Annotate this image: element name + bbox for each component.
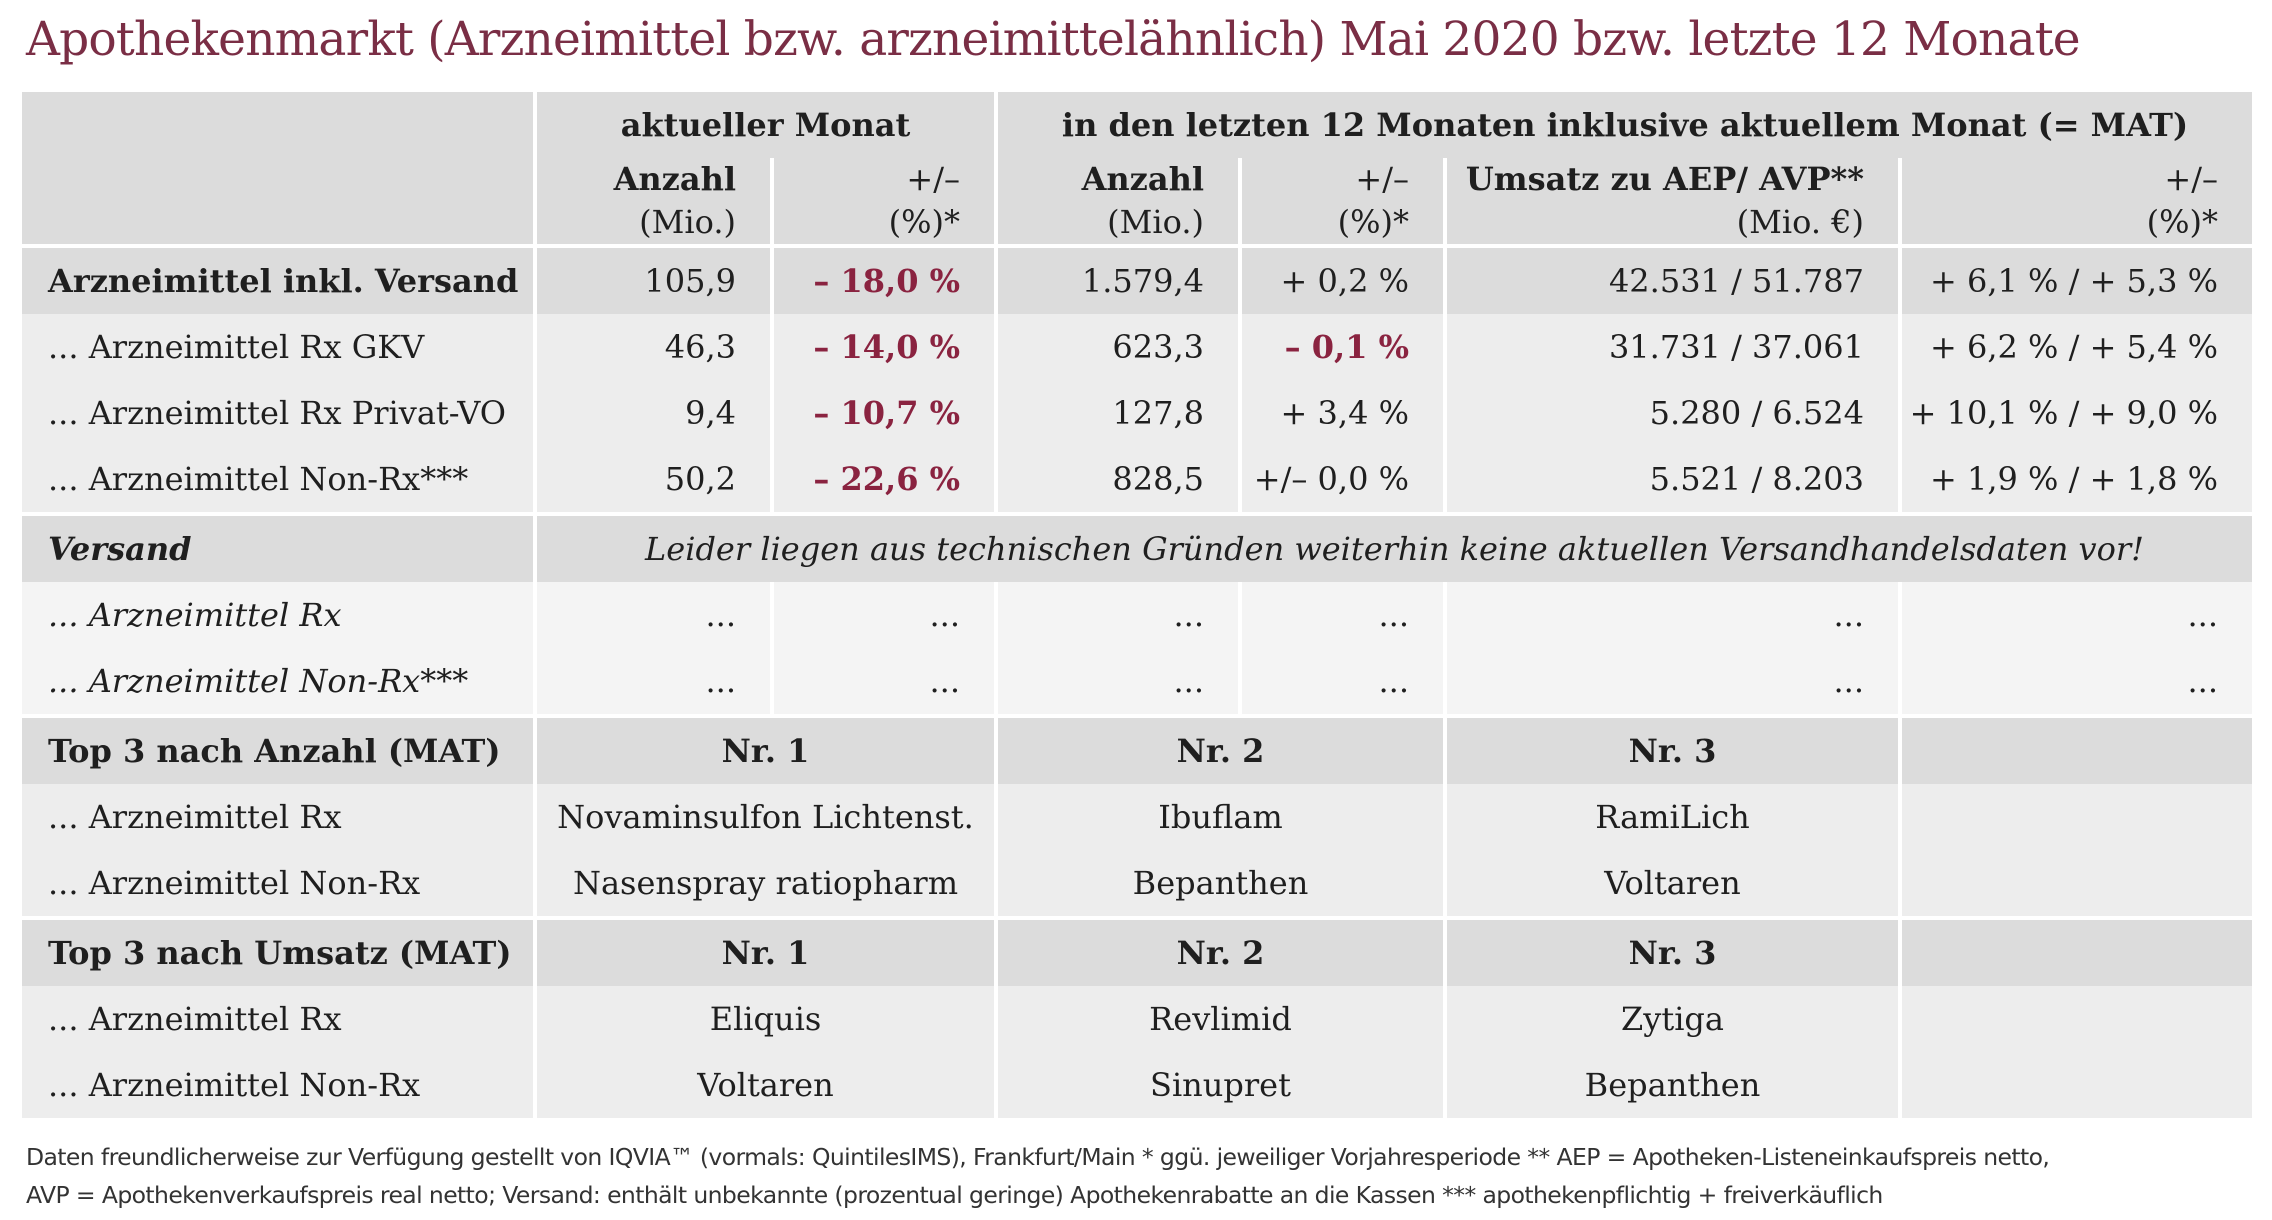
top-umsatz-nr1: Nr. 1	[535, 918, 996, 986]
header-change	[772, 158, 996, 246]
cell-placeholder: ...	[1445, 648, 1900, 716]
cell-placeholder: ...	[1445, 582, 1900, 648]
header-anzahl-label: Anzahl	[613, 160, 736, 198]
empty-cell	[1900, 784, 2252, 850]
cell-placeholder: ...	[772, 582, 996, 648]
cell-change: – 14,0 %	[772, 314, 996, 380]
cell-anzahl-mat: 623,3	[996, 314, 1240, 380]
cell-anzahl: 9,4	[535, 380, 772, 446]
top-umsatz-header-row	[22, 918, 2252, 986]
page-title: Apothekenmarkt (Arzneimittel bzw. arzneimittelähnlich) Mai 2020 bzw. letzte 12 Monate	[26, 12, 2080, 67]
header-anzahl	[535, 158, 772, 246]
header-umsatz	[1445, 158, 1900, 246]
empty-cell	[1900, 1052, 2252, 1118]
top-product: Voltaren	[535, 1052, 996, 1118]
row-label: ... Arzneimittel Rx GKV	[48, 328, 425, 366]
top-product: Bepanthen	[1445, 1052, 1900, 1118]
top-anzahl-header-row	[22, 716, 2252, 784]
table-row	[22, 986, 2252, 1052]
cell-change-umsatz: + 6,1 % / + 5,3 %	[1900, 246, 2252, 314]
cell-placeholder: ...	[996, 582, 1240, 648]
top-product: Zytiga	[1445, 986, 1900, 1052]
top-anzahl-label: Top 3 nach Anzahl (MAT)	[48, 732, 501, 770]
header-anzahl-unit: (Mio.)	[639, 203, 736, 241]
table-row	[22, 1052, 2252, 1118]
cell-umsatz: 31.731 / 37.061	[1445, 314, 1900, 380]
top-product: Revlimid	[996, 986, 1445, 1052]
cell-change-umsatz: + 10,1 % / + 9,0 %	[1900, 380, 2252, 446]
empty-cell	[1900, 716, 2252, 784]
row-label: ... Arzneimittel Non-Rx	[48, 1066, 421, 1104]
row-label: ... Arzneimittel Rx	[48, 1000, 342, 1038]
empty-cell	[1900, 918, 2252, 986]
cell-change-mat: +/– 0,0 %	[1240, 446, 1445, 514]
header-empty-cell	[22, 92, 535, 158]
cell-placeholder: ...	[996, 648, 1240, 716]
row-label: ... Arzneimittel Non-Rx***	[48, 460, 469, 498]
table-row	[22, 314, 2252, 380]
top-anzahl-nr2: Nr. 2	[996, 716, 1445, 784]
top-umsatz-nr2: Nr. 2	[996, 918, 1445, 986]
top-anzahl-nr1: Nr. 1	[535, 716, 996, 784]
table-row	[22, 582, 2252, 648]
cell-umsatz: 5.521 / 8.203	[1445, 446, 1900, 514]
versand-header-row	[22, 514, 2252, 582]
table-row	[22, 446, 2252, 514]
table-row	[22, 784, 2252, 850]
cell-placeholder: ...	[535, 648, 772, 716]
cell-anzahl-mat: 1.579,4	[996, 246, 1240, 314]
cell-anzahl: 105,9	[535, 246, 772, 314]
top-product: RamiLich	[1445, 784, 1900, 850]
header-empty-cell	[22, 158, 535, 246]
cell-placeholder: ...	[1240, 648, 1445, 716]
header-change-mat-unit: (%)*	[1337, 203, 1409, 241]
header-change-umsatz-label: +/–	[2164, 160, 2219, 198]
top-product: Voltaren	[1445, 850, 1900, 918]
header-umsatz-unit: (Mio. €)	[1736, 203, 1864, 241]
header-mat-period: in den letzten 12 Monaten inklusive aktuellem Monat (= MAT)	[996, 92, 2252, 158]
header-current-month: aktueller Monat	[535, 92, 996, 158]
header-change-mat-label: +/–	[1355, 160, 1409, 198]
cell-placeholder: ...	[535, 582, 772, 648]
cell-change: – 22,6 %	[772, 446, 996, 514]
cell-change-mat: + 3,4 %	[1240, 380, 1445, 446]
row-label: ... Arzneimittel Rx Privat-VO	[48, 394, 507, 432]
cell-umsatz: 42.531 / 51.787	[1445, 246, 1900, 314]
header-change-umsatz-unit: (%)*	[2146, 203, 2219, 241]
footnote	[26, 1138, 2266, 1214]
empty-cell	[1900, 986, 2252, 1052]
cell-change: – 10,7 %	[772, 380, 996, 446]
versand-label: Versand	[48, 530, 192, 568]
empty-cell	[1900, 850, 2252, 918]
cell-placeholder: ...	[1240, 582, 1445, 648]
cell-anzahl-mat: 127,8	[996, 380, 1240, 446]
row-label: ... Arzneimittel Rx	[48, 798, 342, 836]
header-columns-row	[22, 158, 2252, 246]
row-label: ... Arzneimittel Rx	[48, 596, 342, 634]
cell-change-mat: + 0,2 %	[1240, 246, 1445, 314]
cell-change-umsatz: + 6,2 % / + 5,4 %	[1900, 314, 2252, 380]
top-product: Nasenspray ratiopharm	[535, 850, 996, 918]
top-umsatz-label: Top 3 nach Umsatz (MAT)	[48, 934, 512, 972]
cell-placeholder: ...	[1900, 582, 2252, 648]
header-group-row	[22, 92, 2252, 158]
cell-placeholder: ...	[772, 648, 996, 716]
footnote-line: AVP = Apothekenverkaufspreis real netto; Versand: enthält unbekannte (prozentual geringe) Apothekenrabatte an die Kassen *** apothekenpflichtig + freiverkäuflich	[26, 1181, 1883, 1209]
cell-change: – 18,0 %	[772, 246, 996, 314]
header-change-mat	[1240, 158, 1445, 246]
cell-anzahl-mat: 828,5	[996, 446, 1240, 514]
header-change-label: +/–	[906, 160, 960, 198]
row-label: ... Arzneimittel Non-Rx	[48, 864, 421, 902]
row-label: Arzneimittel inkl. Versand	[48, 262, 519, 300]
top-product: Eliquis	[535, 986, 996, 1052]
cell-change-umsatz: + 1,9 % / + 1,8 %	[1900, 446, 2252, 514]
cell-placeholder: ...	[1900, 648, 2252, 716]
cell-change-mat: – 0,1 %	[1240, 314, 1445, 380]
pharmacy-market-table	[22, 92, 2252, 1118]
cell-anzahl: 46,3	[535, 314, 772, 380]
top-umsatz-nr3: Nr. 3	[1445, 918, 1900, 986]
header-umsatz-label: Umsatz zu AEP/ AVP**	[1465, 160, 1864, 198]
header-anzahl-mat-label: Anzahl	[1081, 160, 1204, 198]
table-row	[22, 850, 2252, 918]
versand-note: Leider liegen aus technischen Gründen weiterhin keine aktuellen Versandhandelsdaten vor!	[535, 514, 2252, 582]
table-row	[22, 246, 2252, 314]
top-product: Ibuflam	[996, 784, 1445, 850]
header-change-unit: (%)*	[888, 203, 960, 241]
cell-umsatz: 5.280 / 6.524	[1445, 380, 1900, 446]
row-label: ... Arzneimittel Non-Rx***	[48, 662, 469, 700]
top-product: Bepanthen	[996, 850, 1445, 918]
top-anzahl-nr3: Nr. 3	[1445, 716, 1900, 784]
top-product: Sinupret	[996, 1052, 1445, 1118]
footnote-line: Daten freundlicherweise zur Verfügung gestellt von IQVIA™ (vormals: QuintilesIMS), Frankfurt/Main * ggü. jeweiliger Vorjahresperiode ** AEP = Apotheken-Listeneinkaufspreis netto,	[26, 1143, 2050, 1171]
header-anzahl-mat-unit: (Mio.)	[1107, 203, 1204, 241]
header-anzahl-mat	[996, 158, 1240, 246]
table-row	[22, 648, 2252, 716]
cell-anzahl: 50,2	[535, 446, 772, 514]
top-product: Novaminsulfon Lichtenst.	[535, 784, 996, 850]
header-change-umsatz	[1900, 158, 2252, 246]
table-row	[22, 380, 2252, 446]
